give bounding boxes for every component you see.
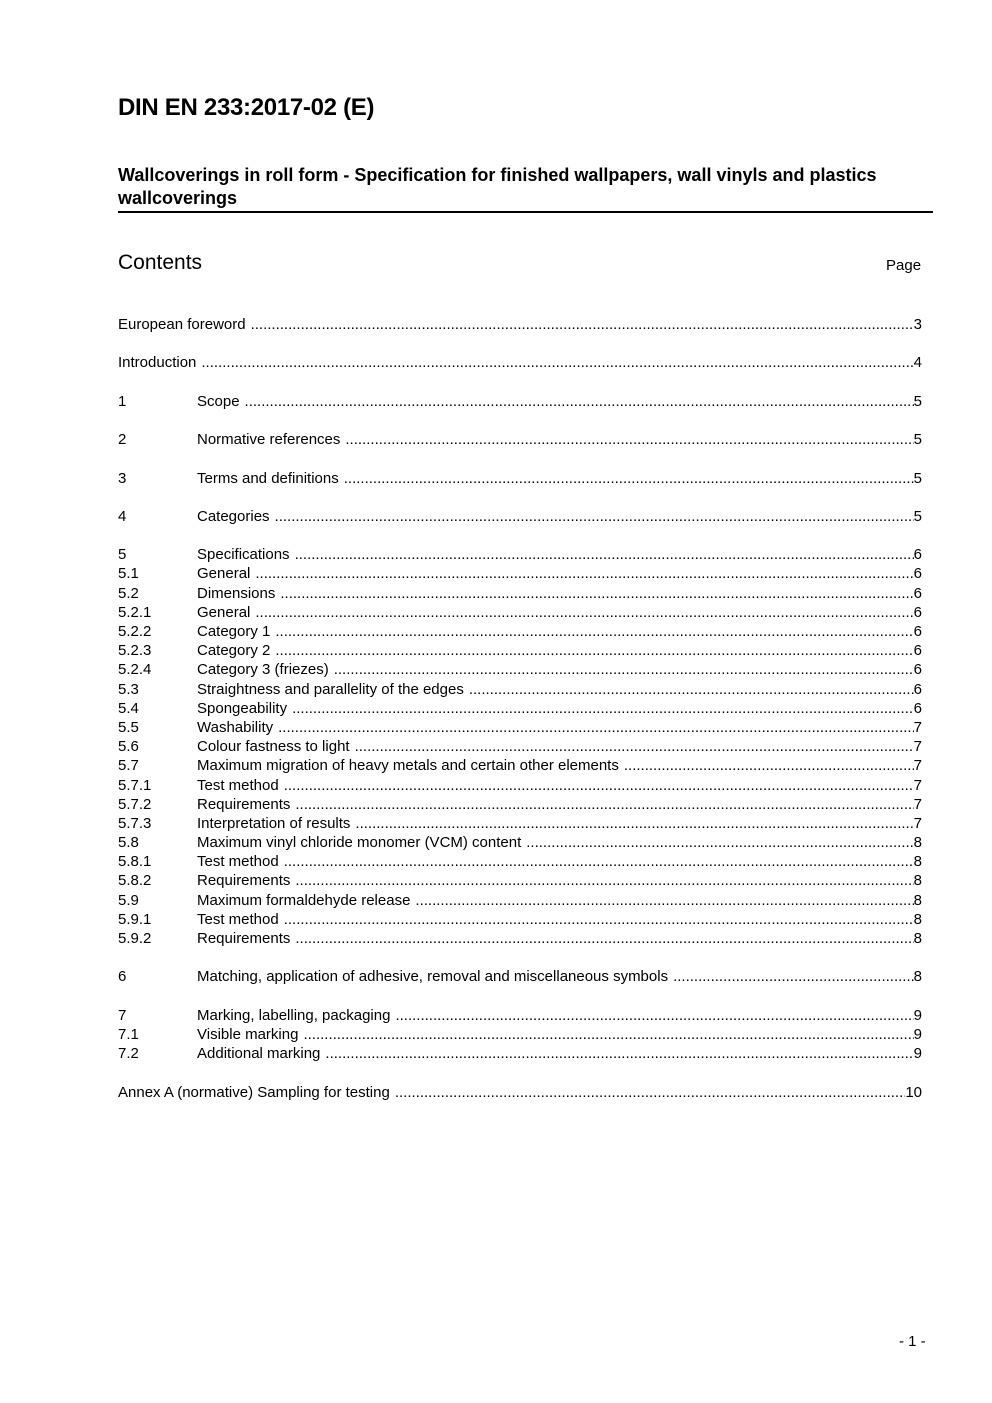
dot-leader xyxy=(395,1083,906,1102)
toc-entry-title: Washability xyxy=(197,718,274,736)
toc-entry[interactable] xyxy=(118,1025,922,1044)
dot-leader xyxy=(295,929,913,948)
dot-leader xyxy=(303,1025,913,1044)
toc-entry-title: Maximum vinyl chloride monomer (VCM) content xyxy=(197,834,522,852)
toc-entry-page: 8 xyxy=(913,910,922,928)
toc-entry-page: 7 xyxy=(913,738,922,756)
toc-entry-title: Normative references xyxy=(197,431,341,449)
toc-entry-number: 5.2.3 xyxy=(118,642,152,660)
dot-leader xyxy=(292,699,914,718)
toc-entry-title: Spongeability xyxy=(197,699,288,717)
toc-entry[interactable] xyxy=(118,1006,922,1025)
toc-entry-title: Maximum formaldehyde release xyxy=(197,891,411,909)
dot-leader xyxy=(295,871,913,890)
toc-entry-number: 5.7.2 xyxy=(118,795,152,813)
toc-entry-title: Category 3 (friezes) xyxy=(197,661,329,679)
dot-leader xyxy=(284,776,914,795)
toc-entry-number: 7 xyxy=(118,1006,127,1024)
toc-entry-page: 5 xyxy=(913,431,922,449)
toc-entry-page: 5 xyxy=(913,507,922,525)
toc-entry-page: 8 xyxy=(913,853,922,871)
dot-leader xyxy=(526,833,913,852)
dot-leader xyxy=(275,622,913,641)
toc-entry-page: 10 xyxy=(905,1083,922,1101)
toc-entry-title: Marking, labelling, packaging xyxy=(197,1006,391,1024)
dot-leader xyxy=(278,718,914,737)
toc-entry[interactable] xyxy=(118,315,922,334)
toc-entry[interactable] xyxy=(118,1083,922,1102)
toc-entry-number: 5.2.4 xyxy=(118,661,152,679)
toc-entry-number: 7.2 xyxy=(118,1045,139,1063)
page-number: - 1 - xyxy=(899,1333,926,1350)
toc-entry-number: 5.2 xyxy=(118,584,139,602)
dot-leader xyxy=(673,967,914,986)
toc-entry-title: Additional marking xyxy=(197,1045,321,1063)
dot-leader xyxy=(284,852,914,871)
toc-entry[interactable] xyxy=(118,430,922,449)
dot-leader xyxy=(245,392,914,411)
toc-entry-page: 6 xyxy=(913,565,922,583)
toc-entry-number: 5 xyxy=(118,546,127,564)
toc-entry-title: European foreword xyxy=(118,316,246,333)
dot-leader xyxy=(280,584,913,603)
toc-entry-title: Category 2 xyxy=(197,642,271,660)
toc-entry-title: Straightness and parallelity of the edges xyxy=(197,680,464,698)
toc-entry[interactable] xyxy=(118,776,922,795)
toc-entry-title: Categories xyxy=(197,507,270,525)
dot-leader xyxy=(415,891,913,910)
toc-entry[interactable] xyxy=(118,718,922,737)
dot-leader xyxy=(284,910,914,929)
toc-entry-number: 3 xyxy=(118,469,127,487)
toc-entry-number: 5.6 xyxy=(118,738,139,756)
toc-entry[interactable] xyxy=(118,756,922,775)
toc-entry-title: Colour fastness to light xyxy=(197,738,350,756)
dot-leader xyxy=(334,660,914,679)
toc-entry-page: 8 xyxy=(913,834,922,852)
toc-entry[interactable] xyxy=(118,603,922,622)
toc-entry-number: 5.7.1 xyxy=(118,776,152,794)
toc-entry-number: 5.7.3 xyxy=(118,814,152,832)
toc-entry[interactable] xyxy=(118,641,922,660)
toc-entry-number: 5.8.1 xyxy=(118,853,152,871)
toc-entry-page: 7 xyxy=(913,795,922,813)
dot-leader xyxy=(355,814,913,833)
toc-entry-page: 5 xyxy=(913,392,922,410)
toc-entry-number: 5.1 xyxy=(118,565,139,583)
dot-leader xyxy=(295,795,913,814)
toc-entry-number: 5.8 xyxy=(118,834,139,852)
toc-entry[interactable] xyxy=(118,622,922,641)
toc-entry[interactable] xyxy=(118,910,922,929)
dot-leader xyxy=(624,756,914,775)
dot-leader xyxy=(255,564,913,583)
toc-entry-page: 6 xyxy=(913,699,922,717)
toc-entry[interactable] xyxy=(118,737,922,756)
toc-entry-number: 5.9.1 xyxy=(118,910,152,928)
dot-leader xyxy=(395,1006,913,1025)
toc-entry-page: 7 xyxy=(913,718,922,736)
dot-leader xyxy=(275,641,913,660)
toc-entry-number: 2 xyxy=(118,431,127,449)
toc-entry-number: 6 xyxy=(118,968,127,986)
toc-entry-page: 3 xyxy=(913,316,922,333)
toc-entry[interactable] xyxy=(118,814,922,833)
toc-entry[interactable] xyxy=(118,660,922,679)
toc-entry[interactable] xyxy=(118,1044,922,1063)
toc-entry[interactable] xyxy=(118,891,922,910)
toc-entry-title: General xyxy=(197,603,251,621)
toc-entry-number: 5.4 xyxy=(118,699,139,717)
toc-entry-title: Requirements xyxy=(197,872,291,890)
toc-entry-page: 6 xyxy=(913,623,922,640)
toc-entry-title: Maximum migration of heavy metals and certain other elements xyxy=(197,757,619,775)
contents-heading: Contents xyxy=(118,251,203,274)
toc-entry-number: 5.9.2 xyxy=(118,930,152,947)
toc-entry-number: 5.2.1 xyxy=(118,603,152,621)
toc-entry-title: Test method xyxy=(197,910,279,928)
toc-entry-page: 7 xyxy=(913,776,922,794)
toc-entry-title: Test method xyxy=(197,853,279,871)
toc-entry-number: 1 xyxy=(118,392,127,410)
dot-leader xyxy=(345,430,913,449)
toc-entry-page: 6 xyxy=(913,680,922,698)
toc-entry-title: Interpretation of results xyxy=(197,814,351,832)
toc-entry-title: Visible marking xyxy=(197,1025,299,1043)
table-of-contents xyxy=(118,315,922,1102)
dot-leader xyxy=(355,737,914,756)
toc-entry-page: 8 xyxy=(913,968,922,986)
toc-entry-page: 6 xyxy=(913,546,922,564)
toc-entry-page: 9 xyxy=(913,1006,922,1024)
toc-entry[interactable] xyxy=(118,469,922,488)
toc-entry-title: Test method xyxy=(197,776,279,794)
dot-leader xyxy=(251,315,914,334)
toc-entry-page: 6 xyxy=(913,642,922,660)
toc-entry-page: 6 xyxy=(913,584,922,602)
dot-leader xyxy=(325,1044,913,1063)
toc-entry-page: 5 xyxy=(913,469,922,487)
toc-entry[interactable] xyxy=(118,564,922,583)
toc-entry[interactable] xyxy=(118,545,922,564)
dot-leader xyxy=(275,507,914,526)
toc-entry-title: Requirements xyxy=(197,930,291,947)
toc-entry[interactable] xyxy=(118,929,922,948)
toc-entry[interactable] xyxy=(118,353,922,372)
toc-entry[interactable] xyxy=(118,833,922,852)
toc-entry-number: 5.9 xyxy=(118,891,139,909)
toc-entry-title: Annex A (normative) Sampling for testing xyxy=(118,1083,390,1101)
dot-leader xyxy=(201,353,913,372)
toc-entry-title: Category 1 xyxy=(197,623,271,640)
toc-entry[interactable] xyxy=(118,871,922,890)
dot-leader xyxy=(295,545,914,564)
toc-entry-page: 7 xyxy=(913,757,922,775)
toc-entry[interactable] xyxy=(118,392,922,411)
toc-entry[interactable] xyxy=(118,584,922,603)
toc-entry[interactable] xyxy=(118,680,922,699)
toc-entry-number: 5.2.2 xyxy=(118,623,152,640)
toc-entry-title: Dimensions xyxy=(197,584,276,602)
toc-entry-page: 4 xyxy=(913,354,922,372)
toc-entry-title: Terms and definitions xyxy=(197,469,339,487)
toc-entry-page: 9 xyxy=(913,1025,922,1043)
toc-entry-title: Requirements xyxy=(197,795,291,813)
toc-entry-page: 8 xyxy=(913,891,922,909)
dot-leader xyxy=(344,469,914,488)
toc-entry-number: 5.8.2 xyxy=(118,872,152,890)
toc-entry-page: 9 xyxy=(913,1045,922,1063)
toc-entry[interactable] xyxy=(118,852,922,871)
toc-entry-page: 8 xyxy=(913,872,922,890)
dot-leader xyxy=(255,603,913,622)
page-column-label: Page xyxy=(886,257,922,274)
document-id: DIN EN 233:2017-02 (E) xyxy=(118,94,375,121)
toc-entry-title: Introduction xyxy=(118,354,197,372)
dot-leader xyxy=(469,680,914,699)
toc-entry-title: Matching, application of adhesive, removal and miscellaneous symbols xyxy=(197,968,669,986)
toc-entry-page: 6 xyxy=(913,603,922,621)
toc-entry[interactable] xyxy=(118,795,922,814)
toc-entry-number: 5.7 xyxy=(118,757,139,775)
toc-entry-number: 7.1 xyxy=(118,1025,139,1043)
toc-entry-number: 5.3 xyxy=(118,680,139,698)
toc-entry[interactable] xyxy=(118,967,922,986)
toc-entry-page: 8 xyxy=(913,930,922,947)
toc-entry[interactable] xyxy=(118,507,922,526)
toc-entry-page: 6 xyxy=(913,661,922,679)
toc-entry-title: Scope xyxy=(197,392,240,410)
toc-entry[interactable] xyxy=(118,699,922,718)
toc-entry-page: 7 xyxy=(913,814,922,832)
toc-entry-number: 5.5 xyxy=(118,718,139,736)
document-title: Wallcoverings in roll form - Specification for finished wallpapers, wall vinyls and plastics wallcoverings xyxy=(118,164,933,213)
toc-entry-title: General xyxy=(197,565,251,583)
toc-entry-number: 4 xyxy=(118,507,127,525)
toc-entry-title: Specifications xyxy=(197,546,290,564)
